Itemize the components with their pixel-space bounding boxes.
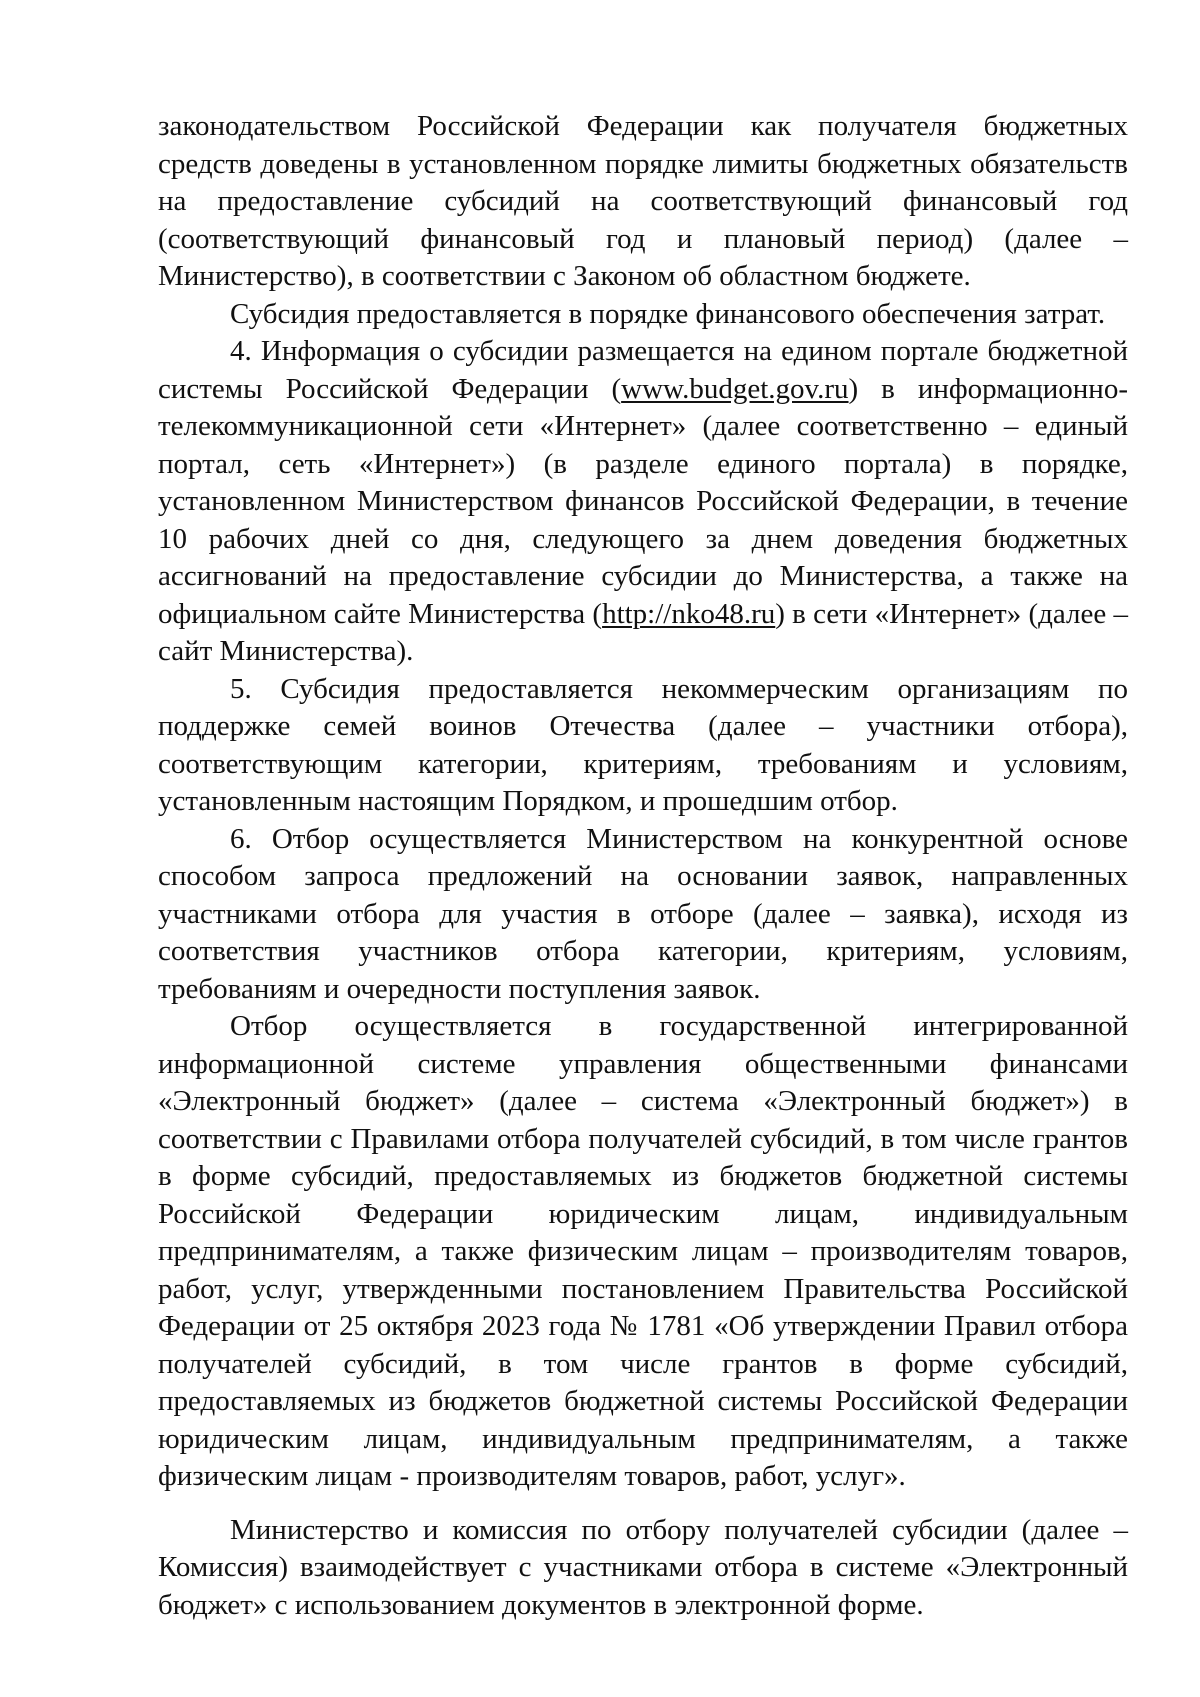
item-4-text-middle: ) в информационно-телекоммуникационной сети «Интернет» (далее соответственно – единый портал, сеть «Интернет») (в разделе единого портала) в порядке, установленном Министерством финансов Российской Федерации, в течение 10 рабочих дней со дня, следующего за днем доведения бюджетных ассигнований на предоставление субсидии до Министерства, а также на официальном сайте Министерства (	[158, 372, 1128, 630]
document-body	[158, 108, 1128, 1624]
paragraph-item-5: 5. Субсидия предоставляется некоммерческим организациям по поддержке семей воинов Отечества (далее – участники отбора), соответствующим категории, критериям, требованиям и условиям, установленным настоящим Порядком, и прошедшим отбор.	[158, 672, 1128, 817]
budget-portal-link[interactable]: www.budget.gov.ru	[621, 372, 849, 405]
item-4-text-start: 4. Информация о субсидии размещается на едином портале бюджетной системы Российской Федерации (	[158, 335, 1128, 405]
paragraph-selection-system: Отбор осуществляется в государственной интегрированной информационной системе управления общественными финансами «Электронный бюджет» (далее – система «Электронный бюджет») в соответствии с Правилами отбора получателей субсидий, в том числе грантов в форме субсидий, предоставляемых из бюджетов бюджетной системы Российской Федерации юридическим лицам, индивидуальным предпринимателям, а также физическим лицам – производителям товаров, работ, услуг, утвержденными постановлением Правительства Российской Федерации от 25 октября 2023 года № 1781 «Об утверждении Правил отбора получателей субсидий, в том числе грантов в форме субсидий, предоставляемых из бюджетов бюджетной системы Российской Федерации юридическим лицам, индивидуальным предпринимателям, а также физическим лицам - производителям товаров, работ, услуг».	[158, 1010, 1128, 1492]
paragraph-commission-interaction: Министерство и комиссия по отбору получателей субсидии (далее – Комиссия) взаимодействует с участниками отбора в системе «Электронный бюджет» с использованием документов в электронной форме.	[158, 1513, 1128, 1621]
item-4-text-end: ) в сети «Интернет» (далее – сайт Министерства).	[158, 597, 1128, 667]
paragraph-ministry-definition: законодательством Российской Федерации как получателя бюджетных средств доведены в установленном порядке лимиты бюджетных обязательств на предоставление субсидий на соответствующий финансовый год (соответствующий финансовый год и плановый период) (далее – Министерство), в соответствии с Законом об областном бюджете.	[158, 110, 1128, 292]
paragraph-financing-method: Субсидия предоставляется в порядке финансового обеспечения затрат.	[230, 297, 1106, 330]
paragraph-item-6: 6. Отбор осуществляется Министерством на конкурентной основе способом запроса предложений на основании заявок, направленных участниками отбора для участия в отборе (далее – заявка), исходя из соответствия участников отбора категории, критериям, условиям, требованиям и очередности поступления заявок.	[158, 822, 1128, 1005]
paragraph-item-4	[158, 333, 1128, 671]
ministry-site-link[interactable]: http://nko48.ru	[602, 597, 776, 630]
